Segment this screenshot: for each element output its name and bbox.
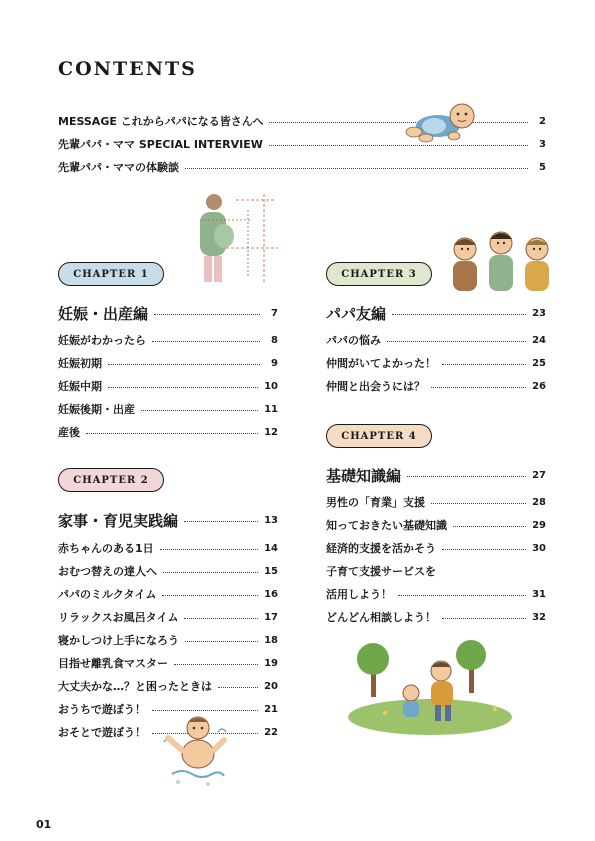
chapter3-badge[interactable]: CHAPTER 3: [326, 262, 432, 286]
chapter1-badge[interactable]: CHAPTER 1: [58, 262, 164, 286]
leader-dots: [442, 618, 526, 619]
toc-entry[interactable]: [58, 632, 278, 648]
toc-label: 妊娠中期: [58, 380, 102, 393]
leader-dots: [398, 595, 526, 596]
toc-entry[interactable]: [58, 401, 278, 417]
toc-page: 11: [264, 403, 278, 415]
toc-page: 2: [539, 115, 546, 127]
toc-label: 男性の「育業」支援: [326, 496, 425, 509]
toc-entry[interactable]: [58, 678, 278, 694]
leader-dots: [442, 549, 526, 550]
toc-entry[interactable]: [58, 355, 278, 371]
toc-page: 18: [264, 634, 278, 646]
toc-entry-experiences[interactable]: [58, 159, 546, 175]
leader-dots: [185, 641, 258, 642]
toc-entry[interactable]: [326, 540, 546, 556]
toc-label: 経済的支援を活かそう: [326, 542, 436, 555]
toc-label: MESSAGE これからパパになる皆さんへ: [58, 115, 264, 128]
toc-label: 基礎知識編: [326, 466, 402, 485]
toc-label: 先輩パパ・ママ SPECIAL INTERVIEW: [58, 138, 263, 151]
toc-label: 活用しよう！: [326, 588, 392, 601]
leader-dots: [152, 341, 260, 342]
toc-page: 30: [532, 542, 546, 554]
leader-dots: [163, 572, 258, 573]
toc-page: 24: [532, 334, 546, 346]
toc-page: 15: [264, 565, 278, 577]
leader-dots: [184, 618, 258, 619]
toc-page: 10: [264, 380, 278, 392]
toc-entry[interactable]: [58, 332, 278, 348]
leader-dots: [162, 595, 258, 596]
leader-dots: [218, 687, 258, 688]
leader-dots: [392, 314, 526, 315]
toc-entry[interactable]: [58, 655, 278, 671]
toc-label: 目指せ離乳食マスター: [58, 657, 168, 670]
toc-page: 31: [532, 588, 546, 600]
toc-page: 13: [264, 514, 278, 526]
toc-entry[interactable]: [58, 563, 278, 579]
toc-page: 28: [532, 496, 546, 508]
leader-dots: [86, 433, 258, 434]
toc-page: 29: [532, 519, 546, 531]
toc-page: 3: [539, 138, 546, 150]
toc-entry-line1[interactable]: [326, 563, 546, 579]
toc-entry[interactable]: [58, 586, 278, 602]
toc-page: 12: [264, 426, 278, 438]
toc-label: 寝かしつけ上手になろう: [58, 634, 179, 647]
leader-dots: [160, 549, 258, 550]
toc-page: 21: [264, 703, 278, 715]
toc-entry[interactable]: [326, 332, 546, 348]
leader-dots: [269, 145, 528, 146]
toc-page: 23: [532, 307, 546, 319]
toc-label: 妊娠初期: [58, 357, 102, 370]
leader-dots: [407, 476, 526, 477]
toc-label: 先輩パパ・ママの体験談: [58, 161, 179, 174]
page-number: 01: [36, 818, 52, 831]
chapter2-heading[interactable]: [58, 510, 278, 530]
leader-dots: [141, 410, 258, 411]
toc-page: 7: [271, 307, 278, 319]
chapter3-heading[interactable]: [326, 303, 546, 323]
toc-label: パパ友編: [326, 304, 387, 323]
toc-page: 25: [532, 357, 546, 369]
toc-page: 14: [264, 542, 278, 554]
crawling-baby-illustration: [404, 96, 482, 144]
toc-label: どんどん相談しよう！: [326, 611, 436, 624]
leader-dots: [154, 314, 260, 315]
leader-dots: [184, 521, 258, 522]
toc-label: おそとで遊ぼう！: [58, 726, 146, 739]
toc-label: 妊娠がわかったら: [58, 334, 146, 347]
leader-dots: [152, 710, 258, 711]
toc-label: パパの悩み: [326, 334, 381, 347]
toc-label: パパのミルクタイム: [58, 588, 157, 601]
toc-entry[interactable]: [326, 378, 546, 394]
leader-dots: [108, 387, 258, 388]
toc-label: 大丈夫かな…？と困ったときは: [58, 680, 212, 693]
toc-label: 妊娠・出産編: [58, 304, 149, 323]
toc-entry[interactable]: [58, 540, 278, 556]
dad-and-child-in-park-illustration: [345, 637, 515, 737]
toc-label: 妊娠後期・出産: [58, 403, 135, 416]
toc-entry[interactable]: [326, 609, 546, 625]
toc-page: 5: [539, 161, 546, 173]
toc-page: 22: [264, 726, 278, 738]
splashing-dad-illustration: [158, 712, 232, 790]
toc-entry[interactable]: [326, 494, 546, 510]
page-title: CONTENTS: [58, 58, 197, 80]
leader-dots: [174, 664, 258, 665]
toc-label: 家事・育児実践編: [58, 511, 179, 530]
chapter4-badge[interactable]: CHAPTER 4: [326, 424, 432, 448]
toc-page: 32: [532, 611, 546, 623]
three-dads-illustration: [445, 225, 557, 291]
leader-dots: [431, 503, 526, 504]
leader-dots: [269, 122, 528, 123]
chapter1-heading[interactable]: [58, 303, 278, 323]
toc-label: 産後: [58, 426, 80, 439]
leader-dots: [108, 364, 260, 365]
toc-page: 27: [532, 469, 546, 481]
toc-page: 16: [264, 588, 278, 600]
toc-page: 8: [271, 334, 278, 346]
toc-label: 赤ちゃんのある1日: [58, 542, 154, 555]
toc-page: 19: [264, 657, 278, 669]
leader-dots: [185, 168, 528, 169]
toc-entry[interactable]: [326, 586, 546, 602]
chapter2-badge[interactable]: CHAPTER 2: [58, 468, 164, 492]
leader-dots: [453, 526, 526, 527]
toc-entry[interactable]: [326, 517, 546, 533]
toc-page: 17: [264, 611, 278, 623]
toc-entry[interactable]: [58, 424, 278, 440]
leader-dots: [442, 364, 526, 365]
toc-page: 9: [271, 357, 278, 369]
toc-label: 仲間と出会うには？: [326, 380, 425, 393]
toc-page: 20: [264, 680, 278, 692]
toc-label: おむつ替えの達人へ: [58, 565, 157, 578]
toc-entry[interactable]: [326, 355, 546, 371]
toc-label: 仲間がいてよかった！: [326, 357, 436, 370]
toc-label: 知っておきたい基礎知識: [326, 519, 447, 532]
toc-label: 子育て支援サービスを: [326, 565, 436, 578]
leader-dots: [387, 341, 526, 342]
chapter4-heading[interactable]: [326, 465, 546, 485]
toc-label: リラックスお風呂タイム: [58, 611, 179, 624]
toc-entry[interactable]: [58, 378, 278, 394]
leader-dots: [431, 387, 526, 388]
pregnant-woman-illustration: [186, 190, 281, 288]
toc-label: おうちで遊ぼう！: [58, 703, 146, 716]
toc-entry[interactable]: [58, 609, 278, 625]
toc-page: 26: [532, 380, 546, 392]
